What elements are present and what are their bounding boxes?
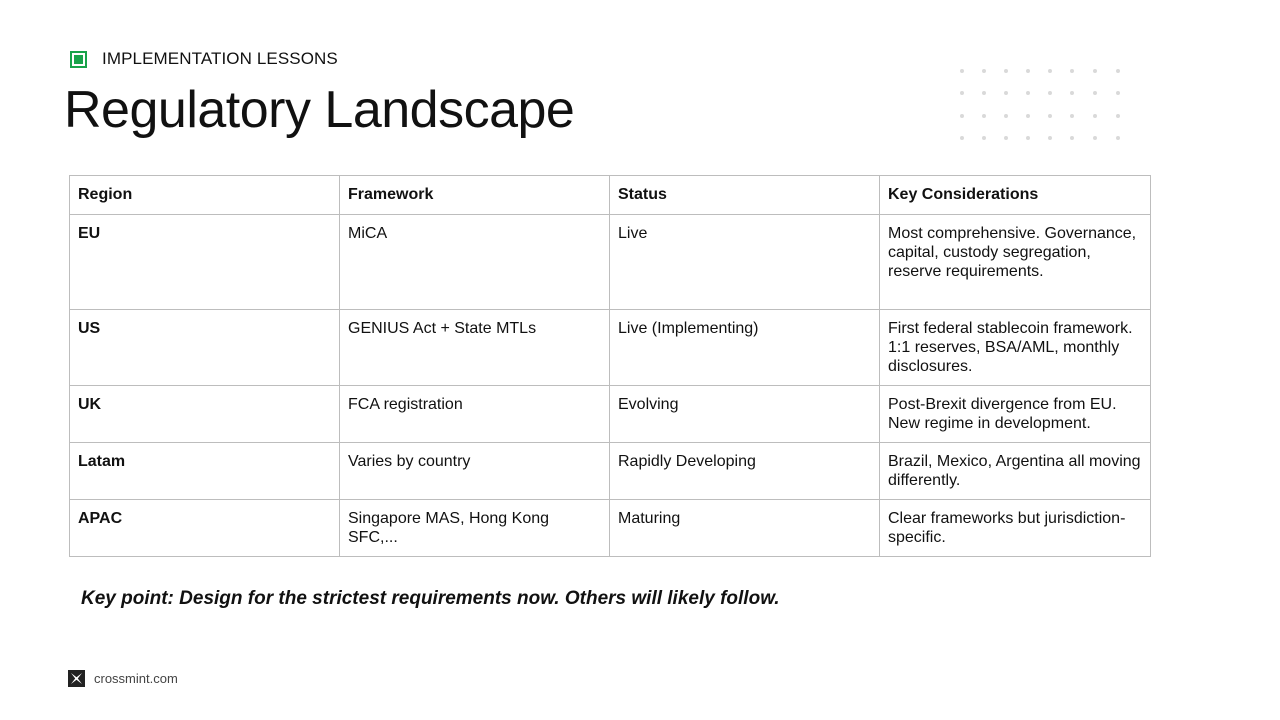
footer-domain: crossmint.com xyxy=(94,670,178,686)
crossmint-logo-icon xyxy=(68,670,85,687)
table-row xyxy=(70,215,1151,310)
table-header-row xyxy=(70,176,1151,215)
section-label: IMPLEMENTATION LESSONS xyxy=(102,49,338,68)
table-row xyxy=(70,443,1151,500)
table-row xyxy=(70,500,1151,557)
key-point-callout: Key point: Design for the strictest requirements now. Others will likely follow. xyxy=(81,588,780,609)
column-header-framework: Framework xyxy=(340,176,610,215)
regulatory-table xyxy=(69,175,1151,557)
footer-brand xyxy=(68,669,178,687)
considerations-cell: Most comprehensive. Governance, capital, custody segregation, reserve requirements. xyxy=(880,215,1151,310)
considerations-cell: Clear frameworks but jurisdiction-specific. xyxy=(880,500,1151,557)
region-cell: APAC xyxy=(70,500,340,557)
status-cell: Live (Implementing) xyxy=(610,310,880,386)
table-row xyxy=(70,310,1151,386)
framework-cell: Singapore MAS, Hong Kong SFC,... xyxy=(340,500,610,557)
status-cell: Rapidly Developing xyxy=(610,443,880,500)
status-cell: Maturing xyxy=(610,500,880,557)
page-title: Regulatory Landscape xyxy=(64,81,575,139)
status-cell: Live xyxy=(610,215,880,310)
section-eyebrow xyxy=(70,48,338,70)
column-header-status: Status xyxy=(610,176,880,215)
region-cell: EU xyxy=(70,215,340,310)
square-bullet-icon xyxy=(70,51,87,68)
column-header-key-considerations: Key Considerations xyxy=(880,176,1151,215)
considerations-cell: Post-Brexit divergence from EU. New regime in development. xyxy=(880,386,1151,443)
framework-cell: GENIUS Act + State MTLs xyxy=(340,310,610,386)
framework-cell: MiCA xyxy=(340,215,610,310)
decorative-dot-grid xyxy=(958,67,1128,147)
framework-cell: Varies by country xyxy=(340,443,610,500)
table-row xyxy=(70,386,1151,443)
considerations-cell: Brazil, Mexico, Argentina all moving differently. xyxy=(880,443,1151,500)
status-cell: Evolving xyxy=(610,386,880,443)
region-cell: US xyxy=(70,310,340,386)
framework-cell: FCA registration xyxy=(340,386,610,443)
region-cell: UK xyxy=(70,386,340,443)
considerations-cell: First federal stablecoin framework. 1:1 reserves, BSA/AML, monthly disclosures. xyxy=(880,310,1151,386)
column-header-region: Region xyxy=(70,176,340,215)
region-cell: Latam xyxy=(70,443,340,500)
